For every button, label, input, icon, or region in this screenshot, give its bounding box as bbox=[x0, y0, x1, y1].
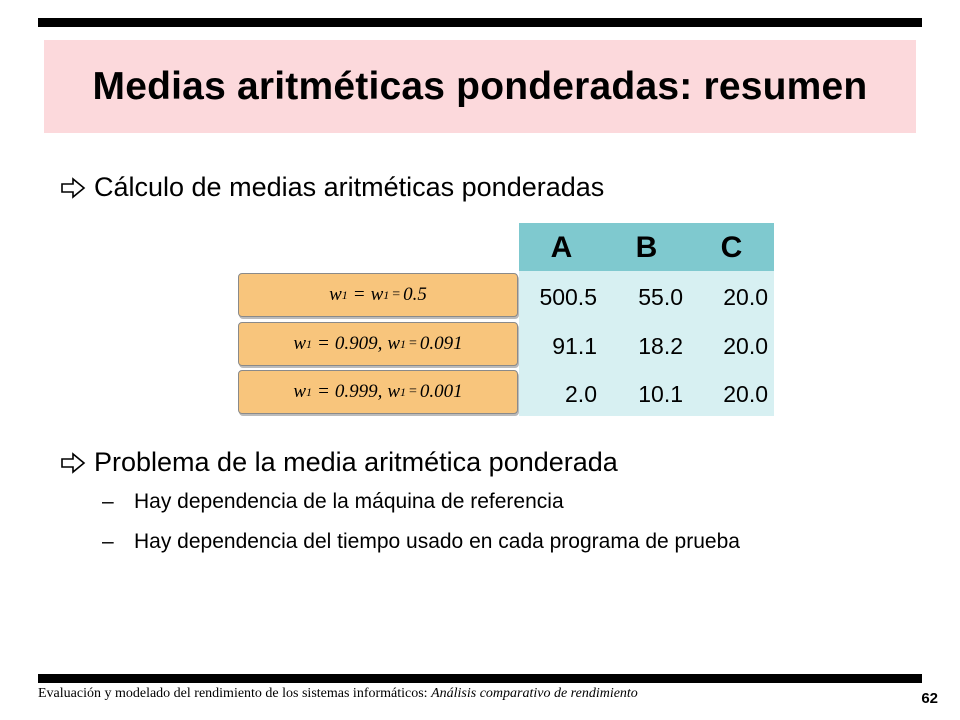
column-header-b: B bbox=[635, 231, 658, 264]
cell-r1-b: 55.0 bbox=[638, 284, 683, 310]
row-label-3: w 1 = 0.999, w 1 = 0.001 bbox=[238, 370, 518, 414]
cell-r2-b: 18.2 bbox=[638, 333, 683, 359]
bullet-calculo bbox=[60, 172, 604, 203]
column-header-a: A bbox=[550, 231, 573, 264]
dash-marker: – bbox=[102, 530, 114, 553]
footer-text: Evaluación y modelado del rendimiento de los sistemas informáticos: Análisis comparativo de rendimiento bbox=[38, 686, 638, 701]
page-title: Medias aritméticas ponderadas: resumen bbox=[92, 64, 868, 108]
cell-r3-a: 2.0 bbox=[565, 381, 597, 407]
row-label-1: w 1 = w 1 = 0.5 bbox=[238, 273, 518, 317]
dash-marker: – bbox=[102, 490, 114, 513]
outlined-right-arrow-icon bbox=[60, 177, 86, 199]
sub-bullet-2 bbox=[102, 530, 740, 554]
bottom-rule bbox=[38, 674, 922, 683]
bullet-problema bbox=[60, 447, 618, 478]
column-header-c: C bbox=[720, 231, 743, 264]
bullet-text: Cálculo de medias aritméticas ponderadas bbox=[94, 172, 605, 202]
outlined-right-arrow-icon bbox=[60, 452, 86, 474]
top-rule bbox=[38, 18, 922, 27]
column-header-row bbox=[519, 223, 774, 271]
sub-bullet-text: Hay dependencia de la máquina de referencia bbox=[134, 490, 564, 513]
cell-r1-c: 20.0 bbox=[723, 284, 768, 310]
cell-r3-b: 10.1 bbox=[638, 381, 683, 407]
title-banner bbox=[44, 40, 916, 133]
cell-r1-a: 500.5 bbox=[539, 284, 597, 310]
sub-bullet-1 bbox=[102, 490, 564, 514]
page-number: 62 bbox=[921, 690, 938, 707]
row-label-2: w 1 = 0.909, w 1 = 0.091 bbox=[238, 322, 518, 366]
cell-r3-c: 20.0 bbox=[723, 381, 768, 407]
cell-r2-c: 20.0 bbox=[723, 333, 768, 359]
bullet-text: Problema de la media aritmética ponderada bbox=[94, 447, 618, 477]
sub-bullet-text: Hay dependencia del tiempo usado en cada programa de prueba bbox=[134, 530, 740, 553]
cell-r2-a: 91.1 bbox=[552, 333, 597, 359]
